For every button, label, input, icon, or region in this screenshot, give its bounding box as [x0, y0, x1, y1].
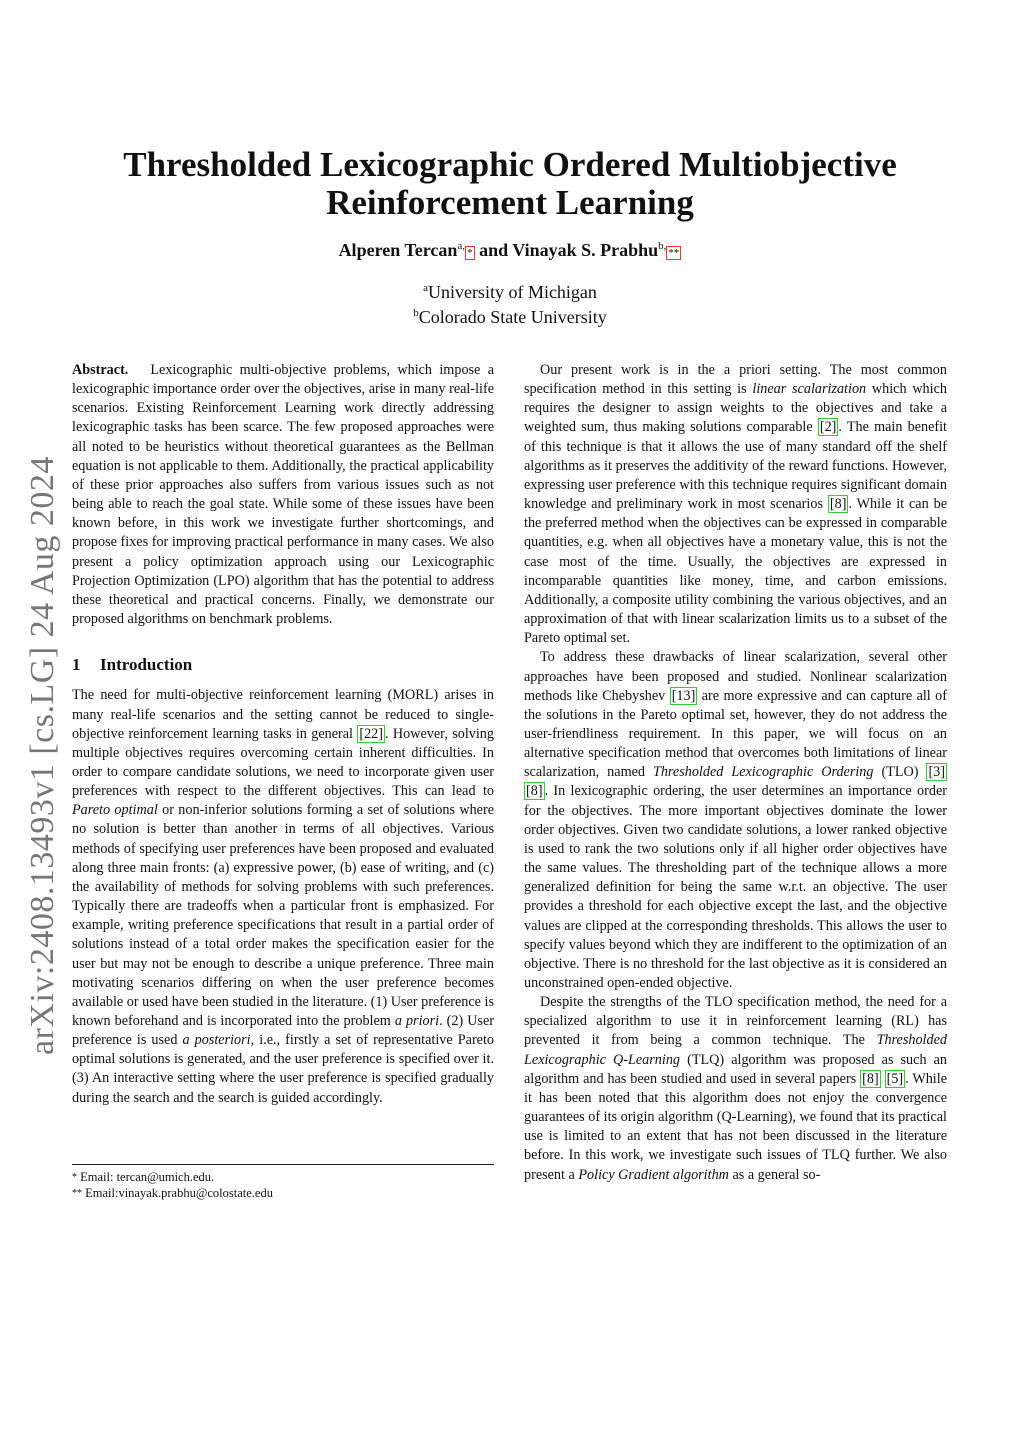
emphasis: Pareto optimal	[72, 802, 158, 819]
author-name: Alperen Tercan	[338, 240, 458, 260]
citation-link[interactable]: [13]	[671, 687, 696, 704]
citation-link[interactable]: [8]	[526, 783, 543, 800]
emphasis: a priori	[394, 1013, 440, 1029]
right-column	[524, 361, 947, 1185]
left-column	[72, 361, 494, 1108]
footnote-rule	[72, 1164, 494, 1165]
citation-link[interactable]: [2]	[819, 419, 837, 436]
emphasis: linear scalarization	[752, 381, 867, 398]
footnote: ** Email:vinayak.prabhu@colostate.edu	[72, 1185, 273, 1200]
title-line-1: Thresholded Lexicographic Ordered Multiobjective	[123, 145, 897, 184]
affiliation-marker: a,	[457, 240, 466, 252]
footnote: * Email: tercan@umich.edu.	[72, 1170, 215, 1184]
emphasis: Thresholded Lexicographic Q-Learning	[524, 1032, 947, 1068]
citation-link[interactable]: [8]	[862, 1070, 879, 1087]
emphasis: Policy Gradient algorithm	[578, 1166, 729, 1183]
abstract	[72, 361, 494, 629]
citation-link[interactable]: [8]	[829, 496, 847, 513]
author-name: Vinayak S. Prabhu	[512, 240, 659, 260]
title-line-2: Reinforcement Learning	[326, 183, 694, 222]
affiliation-list	[60, 278, 960, 328]
body-paragraph: To address these drawbacks of linear scalarization, several other approaches have been proposed and studied. Nonlinear scalarization methods like Chebyshev [13] are more expressive and can capture all of the solutions in the Pareto optimal set, however, they do not address the user-friendliness requirement. In this paper, we will focus on an alternative specification method that overcomes both limitations of linear scalarization, named Thresholded Lexicographic Ordering (TLO) [3] [8] . In lexicographic ordering, the user determines an importance order for the objectives. The more important objectives dominate the lower order objectives. Given two candidate solutions, a lower ranked objective is used to rank the two solutions only if all higher order objectives have the same values. The thresholding part of the technique allows a more generalized definition for being the same w.r.t. an objective. The user provides a threshold for each objective except the last, and the objective values are clipped at the corresponding thresholds. This allows the user to specify values beyond which they are indifferent to the optimization of an objective. There is no threshold for the last objective as it is considered an unconstrained open-ended objective.	[524, 649, 947, 991]
body-paragraph: Our present work is in the a priori setting. The most common specification method in this setting is linear scalarization which which requires the designer to assign weights to the objectives and take a weighted sum, thus making solutions comparable [2] . The main benefit of this technique is that it allows the use of many standard off the shelf algorithms as it preserves the additivity of the reward functions. However, expressing user preference with this technique requires significant domain knowledge and preliminary work in most scenarios [8] . While it can be the preferred method when the objectives can be expressed in comparable quantities, e.g. when all objectives have a monetary value, this is not the case most of the time. Usually, the objectives are expressed in incomparable quantities like money, time, and carbon emissions. Additionally, a composite utility combining the various objectives, and an approximation of that with linear scalarization limits us to a subset of the Pareto optimal set.	[524, 362, 948, 647]
emphasis: a posteriori	[182, 1032, 251, 1049]
arxiv-identifier: arXiv:2408.13493v1 [cs.LG] 24 Aug 2024	[24, 456, 61, 1055]
citation-link[interactable]: [5]	[886, 1070, 904, 1087]
author-connector: and	[479, 240, 509, 260]
citation-link[interactable]: [3]	[928, 764, 945, 781]
affiliation: $^a$University of Michigan	[423, 282, 597, 302]
section-title: Introduction	[100, 655, 193, 675]
emphasis: Thresholded Lexicographic Ordering	[652, 764, 874, 781]
author-list	[60, 240, 960, 261]
affiliation-marker: b,	[658, 240, 667, 252]
paper-title	[60, 146, 960, 222]
body-paragraph: Despite the strengths of the TLO specification method, the need for a specialized algorithm to use it in reinforcement learning (RL) has prevented it from being a common technique. The Thresholded Lexicographic Q-Learning (TLQ) algorithm was proposed as such an algorithm and has been studied and used in several papers [8] [5] . While it has been noted that this algorithm does not enjoy the convergence guarantees of its origin algorithm (Q-Learning), we found that its practical use is limited to an extent that has not been discussed in the literature before. In this work, we investigate such issues of TLQ further. We also present a Policy Gradient algorithm as a general so-	[524, 994, 948, 1183]
intro-paragraph: The need for multi-objective reinforcement learning (MORL) arises in many real-life scenarios and the setting cannot be reduced to single-objective reinforcement learning tasks in general [22] . However, solving multiple objectives requires overcoming certain inherent difficulties. In order to compare candidate solutions, we need to incorporate given user preferences with respect to the different objectives. This can lead to Pareto optimal or non-inferior solutions forming a set of solutions where no solution is better than another in terms of all objectives. Various methods of specifying user preferences have been proposed and evaluated along three main fronts: (a) expressive power, (b) ease of writing, and (c) the availability of methods for solving problems with such preferences. Typically there are tradeoffs when a particular front is emphasized. For example, writing preference specifications that result in a partial order of solutions instead of a total order makes the specification easier for the user but may not be enough to describe a unique preference. Three main motivating scenarios differing on when the user preference becomes available or used have been studied in the literature. (1) User preference is known beforehand and is incorporated into the problem a priori. (2) User preference is used a posteriori, i.e., firstly a set of representative Pareto optimal solutions is generated, and the user preference is specified over it. (3) An interactive setting where the user preference is specified gradually during the search and the search is guided accordingly.	[72, 687, 494, 1106]
footnote-link[interactable]: *	[467, 247, 473, 259]
abstract-label: Abstract.	[72, 362, 129, 378]
footnote-link[interactable]: **	[668, 247, 680, 259]
citation-link[interactable]: [22]	[359, 725, 383, 742]
section-number: 1	[72, 655, 81, 675]
abstract-text: Lexicographic multi-objective problems, which impose a lexicographic importance order over the objectives, arise in many real-life scenarios. Existing Reinforcement Learning work directly addressing lexicographic tasks has been scarce. The few proposed approaches were all noted to be heuristics without theoretical guarantees as the Bellman equation is not applicable to them. Additionally, the practical applicability of these prior approaches also suffers from various issues such as not being able to reach the goal state. While some of these issues have been known before, in this work we investigate further shortcomings, and propose fixes for improving practical performance in many cases. We also present a policy optimization approach using our Lexicographic Projection Optimization (LPO) algorithm that has the potential to address these theoretical and practical concerns. Finally, we demonstrate our proposed algorithms on benchmark problems.	[72, 362, 494, 628]
affiliation: $^b$Colorado State University	[413, 307, 607, 327]
section-heading	[72, 655, 494, 674]
footnotes	[72, 1170, 494, 1201]
